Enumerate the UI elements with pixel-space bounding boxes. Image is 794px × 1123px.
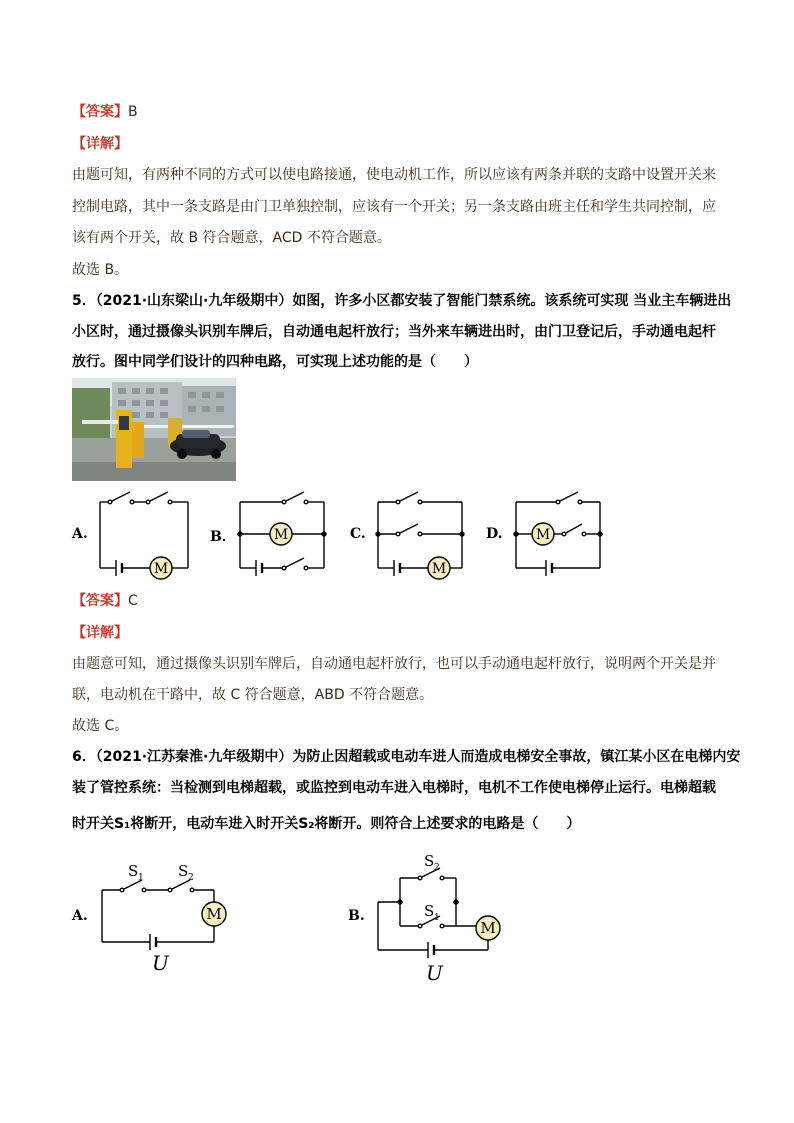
gate-photo-image xyxy=(72,378,236,481)
q5-stem-line-3: 放行。图中同学们设计的四种电路，可实现上述功能的是（ ） xyxy=(72,354,478,370)
q5-option-b-label: B． xyxy=(210,529,236,545)
q4-detail-tag: 【详解】 xyxy=(72,136,128,152)
q6-circuit-b xyxy=(374,848,514,992)
s2-subscript: 2 xyxy=(434,863,440,873)
q6-stem-line-2: 装了管控系统：当检测到电梯超载，或监控到电动车进入电梯时，电机不工作使电梯停止运行。电梯超载 xyxy=(72,780,716,796)
q4-answer-line xyxy=(72,102,138,122)
q4-detail-line-2: 控制电路，其中一条支路是由门卫单独控制，应该有一个开关；另一条支路由班主任和学生共同控制，应 xyxy=(72,199,716,215)
s1-label: S xyxy=(128,862,139,880)
motor-label: M xyxy=(431,561,447,577)
q6-stem-line-1: 6．（2021·江苏秦淮·九年级期中）为防止因超载或电动车进人而造成电梯安全事故，镇江某小区在电梯内安 xyxy=(72,749,741,765)
q5-stem-line-1: 5．（2021·山东梁山·九年级期中）如图，许多小区都安装了智能门禁系统。该系统可实现 当业主车辆进出 xyxy=(72,293,732,309)
gate-photo xyxy=(72,378,236,481)
q5-conclusion: 故选 C。 xyxy=(72,718,129,734)
answer-tag: 【答案】 xyxy=(72,104,128,120)
q5-circuit-b xyxy=(232,486,332,586)
q6-stem-line-3: 时开关S₁将断开，电动车进入时开关S₂将断开。则符合上述要求的电路是（ ） xyxy=(72,816,581,832)
q4-conclusion: 故选 B。 xyxy=(72,262,129,278)
q5-answer-line xyxy=(72,591,138,611)
voltage-label: U xyxy=(426,961,443,985)
q5-circuit-a xyxy=(94,486,194,586)
q4-detail-line-3: 该有两个开关，故 B 符合题意，ACD 不符合题意。 xyxy=(72,230,391,246)
s1-subscript: 1 xyxy=(434,913,440,923)
s2-label: S xyxy=(424,852,435,870)
q5-detail-line-1: 由题意可知，通过摄像头识别车牌后，自动通电起杆放行，也可以手动通电起杆放行，说明两个开关是并 xyxy=(72,656,716,672)
s2-subscript: 2 xyxy=(188,873,194,883)
q5-stem-line-2: 小区时，通过摄像头识别车牌后，自动通电起杆放行；当外来车辆进出时，由门卫登记后，手动通电起杆 xyxy=(72,324,716,340)
q5-option-c-label: C. xyxy=(350,526,366,542)
s2-label: S xyxy=(178,862,189,880)
motor-label: M xyxy=(535,527,551,543)
voltage-label: U xyxy=(152,951,169,975)
q6-option-b-label: B. xyxy=(348,908,365,924)
q5-circuit-c xyxy=(370,486,470,586)
motor-label: M xyxy=(206,905,222,923)
q4-detail-line-1: 由题可知，有两种不同的方式可以使电路接通，使电动机工作，所以应该有两条并联的支路中设置开关来 xyxy=(72,167,716,183)
q5-circuit-d xyxy=(508,486,608,586)
s1-label: S xyxy=(424,902,435,920)
answer-value: B xyxy=(128,104,138,120)
motor-label: M xyxy=(480,919,496,937)
motor-label: M xyxy=(273,527,289,543)
q5-detail-line-2: 联，电动机在干路中，故 C 符合题意，ABD 不符合题意。 xyxy=(72,687,434,703)
q5-option-d-label: D. xyxy=(486,526,503,542)
q6-option-a-label: A. xyxy=(72,908,88,924)
q6-circuit-a xyxy=(96,856,236,980)
q5-option-a-label: A. xyxy=(72,526,88,542)
answer-value: C xyxy=(128,593,138,609)
motor-label: M xyxy=(153,561,169,577)
q5-detail-tag: 【详解】 xyxy=(72,625,128,641)
answer-tag: 【答案】 xyxy=(72,593,128,609)
s1-subscript: 1 xyxy=(138,873,144,883)
